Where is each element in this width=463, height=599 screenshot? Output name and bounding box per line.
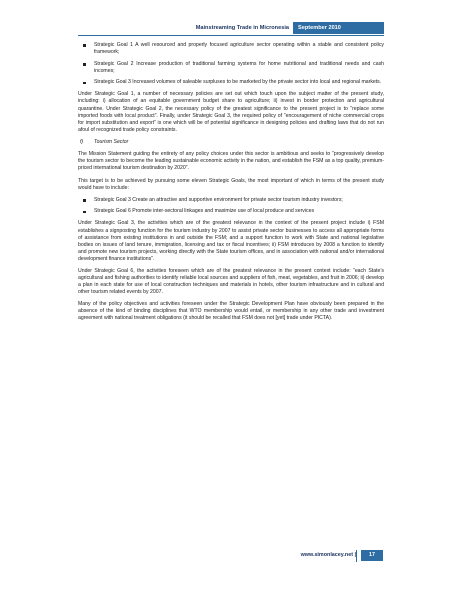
paragraph: The Mission Statement guiding the entirety of any policy choices under this sector is ambitious and seeks to “progressively develop the tourism sector to become the leading sustainable economic activity in the nation, and establish the FSM as a top quality, premium-priced international tourism destination by 2020”. [78, 151, 384, 172]
footer-divider [356, 550, 357, 562]
strategic-goals-list-agriculture [78, 42, 384, 86]
list-item [78, 208, 384, 215]
list-item [78, 61, 384, 75]
header-title: Mainstreaming Trade in Micronesia [195, 25, 289, 31]
bullet-icon [83, 63, 86, 66]
footer-url: www.simonlacey.net | [300, 552, 356, 558]
bullet-icon [83, 199, 86, 202]
paragraph: Under Strategic Goal 6, the activities foreseen which are of the greatest relevance in the present context include: “each State’s agricultural and fishing authorities to identify reliable local sources and suppliers of fish, meat, vegetables, and fruit in 2006; ii) develop a plan in each state for use of local construction techniques and materials in hotels, other tourism infrastructure and in cultural and other tourism related events by 2007. [78, 267, 384, 295]
list-item [78, 197, 384, 204]
paragraph: This target is to be achieved by pursuing some eleven Strategic Goals, the most important of which in terms of the present study would have to include: [78, 177, 384, 191]
section-heading-tourism [78, 139, 384, 146]
bullet-icon [83, 82, 86, 85]
section-heading-label: Tourism Sector [94, 138, 129, 145]
list-item-text: Strategic Goal 6 Promote inter-sectoral linkages and maximize use of local produce and services [94, 208, 315, 215]
page-number: 17 [361, 550, 383, 561]
paragraph: Many of the policy objectives and activities foreseen under the Strategic Development Plan have obviously been prepared in the absence of the kind of binding disciplines that WTO membership would entail, or membership in any other trade and investment agreement with national treatment obligations (it should be recalled that FSM does not [yet] trade under PICTA). [78, 301, 384, 322]
list-item [78, 79, 384, 86]
paragraph: Under Strategic Goal 1, a number of necessary policies are set out which touch upon the subject matter of the present study, including: i) allocation of an equitable government budget share to agriculture; ii) invest in border protection and agricultural quarantine. Under Strategic Goal 2, the necessary policy of the greatest significance to the present project is to “replace some imported foods with local product”. Finally, under Strategic Goal 3, the required policy of “encouragement of niche commercial crops for import substitution and export” is one which will be of potential significance in designing policies and drafting laws that do not run afoul of recognized trade policy constraints. [78, 91, 384, 133]
bullet-icon [83, 44, 86, 47]
header-rule [78, 35, 384, 36]
list-item-text: Strategic Goal 3 Create an attractive and supportive environment for private sector tourism industry investors; [94, 196, 343, 203]
bullet-icon [83, 211, 86, 214]
list-item-text: Strategic Goal 3 Increased volumes of saleable surpluses to be marketed by the private sector into local and regional markets. [94, 79, 382, 86]
list-item-text: Strategic Goal 2 Increase production of traditional farming systems for home nutritional and traditional needs and cash incomes; [94, 60, 384, 74]
list-item [78, 42, 384, 56]
paragraph: Under Strategic Goal 3, the activities which are of the greatest relevance in the context of the present project include i) FSM establishes a signposting function for the tourism industry by 2007 to assist private sector businesses to access all appropriate forms of assistance from existing institutions in and outside the FSM; and a support function to work with State and national legislative bodies on issues of land tenure, immigration, licensing and tax or fiscal incentives; ii) FSM introduces by 2008 a function to identify and promote new tourism projects, working directly with the State tourism offices, and in association with national and/or international development finance institutions”. [78, 220, 384, 262]
list-item-text: Strategic Goal 1 A well resourced and properly focused agriculture sector operating within a stable and consistent policy framework; [94, 42, 384, 56]
page-body [78, 42, 384, 327]
strategic-goals-list-tourism [78, 197, 384, 216]
section-number: f) [80, 138, 84, 145]
page-header [0, 22, 463, 36]
header-date-badge: September 2010 [293, 22, 384, 34]
page-footer [0, 548, 463, 564]
